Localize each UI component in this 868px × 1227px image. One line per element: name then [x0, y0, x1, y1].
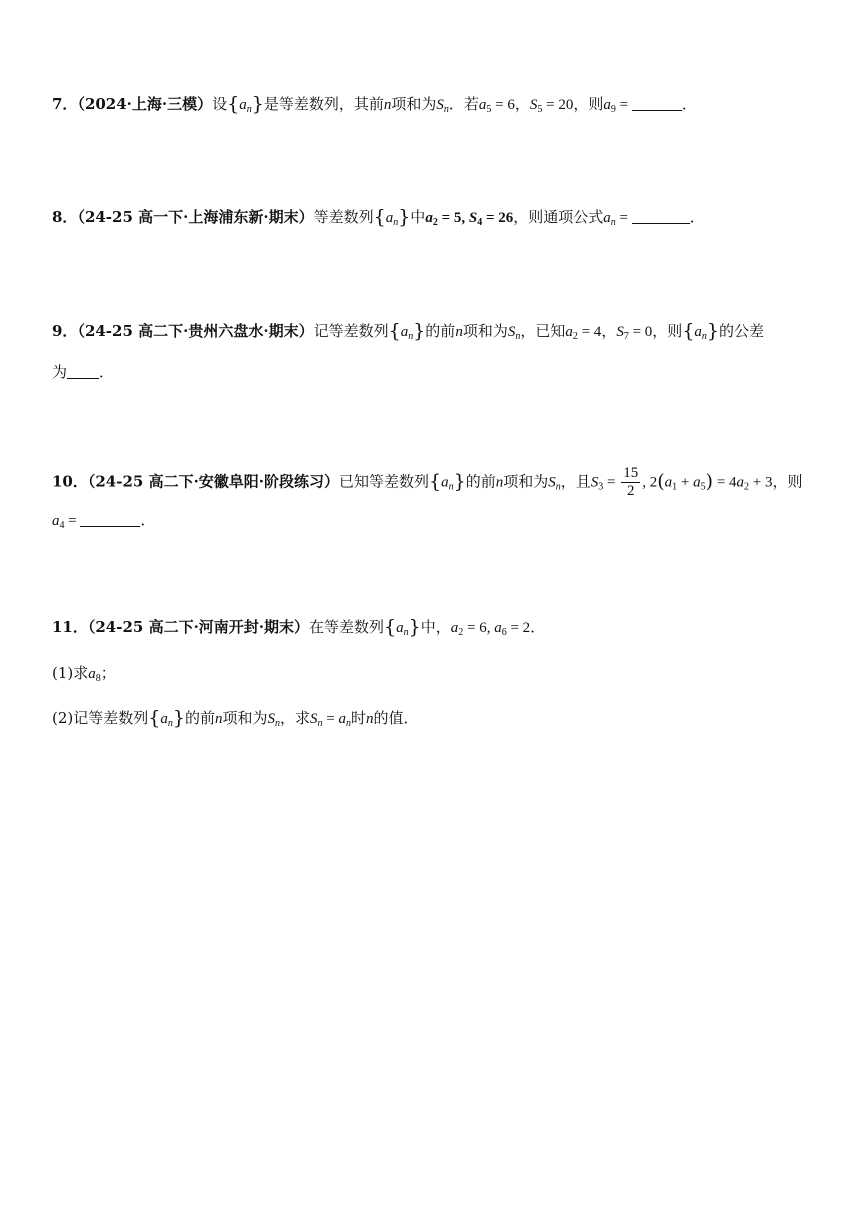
question-9-line-2 [52, 360, 114, 384]
brace: { [227, 93, 240, 115]
math-var: a [88, 666, 96, 682]
text: ，且 [560, 472, 591, 491]
question-11-part-1 [52, 661, 116, 686]
math-sub: n [345, 718, 351, 729]
brace: } [408, 616, 421, 638]
brace: { [388, 320, 401, 342]
brace: } [706, 320, 719, 342]
text: 中 [410, 208, 426, 226]
math-var: a [494, 620, 502, 636]
text: ，求 [279, 709, 310, 727]
brace: } [172, 707, 185, 729]
math-var: a [736, 474, 745, 491]
text: 记等差数列 [313, 322, 389, 340]
text: ，则 [573, 95, 604, 113]
math-var: S [590, 474, 599, 491]
text: ． [530, 618, 546, 636]
answer-blank [632, 211, 690, 224]
math-sub: 2 [458, 627, 464, 638]
brace: } [398, 206, 411, 228]
math-var: a [160, 711, 168, 727]
question-10-line-2 [52, 508, 155, 533]
math-sub: 2 [572, 331, 578, 342]
math-expr: = 2 [506, 620, 531, 636]
math-var: n [383, 97, 392, 113]
text: 等差数列 [313, 208, 374, 226]
brace: { [148, 707, 161, 729]
math-expr: + [677, 474, 694, 491]
paren: ( [657, 470, 665, 493]
part-label: (1)求 [52, 664, 89, 682]
brace: } [453, 470, 466, 493]
math-var: n [495, 474, 504, 491]
math-sub: n [393, 217, 399, 228]
math-var: S [267, 711, 275, 727]
math-var: S [507, 324, 516, 340]
math-var: a [603, 97, 611, 113]
text: ． [99, 363, 115, 381]
math-sub: 1 [672, 481, 678, 493]
question-number: 10． [52, 472, 88, 491]
question-source: （24-25 高二下·安徽阜阳·阶段练习） [87, 472, 340, 491]
math-sub: 8 [95, 673, 101, 684]
part-label: (2)记等差数列 [52, 709, 149, 727]
math-expr: = [615, 210, 632, 226]
math-expr: = 6, [463, 620, 495, 636]
text: ． [140, 511, 156, 529]
fraction-denominator: 2 [627, 483, 635, 499]
question-number: 9． [52, 322, 78, 340]
math-var: n [214, 711, 223, 727]
math-var: a [478, 97, 487, 113]
fraction-numerator: 15 [623, 465, 639, 481]
text: 时 [350, 709, 366, 727]
math-var: a [565, 324, 573, 340]
math-sub: n [274, 718, 280, 729]
math-sub: n [448, 481, 454, 493]
question-source: （24-25 高二下·河南开封·期末） [87, 618, 310, 636]
math-sub: n [408, 331, 414, 342]
math-sub: 4 [59, 520, 65, 531]
math-expr: = [64, 513, 81, 529]
brace: { [429, 470, 442, 493]
math-sub: 2 [744, 481, 750, 493]
math-sub: 9 [610, 104, 616, 115]
text: 的前 [465, 472, 496, 491]
math-sub: 5 [537, 104, 543, 115]
math-expr: = 26 [482, 210, 514, 226]
math-expr: = 20 [542, 97, 574, 113]
text: ； [100, 664, 116, 682]
text: ．若 [448, 95, 479, 113]
question-source: （24-25 高一下·上海浦东新·期末） [77, 208, 314, 226]
math-expr: = 4 [577, 324, 602, 340]
math-sub: 3 [598, 481, 604, 493]
math-var: S [468, 210, 478, 226]
brace: } [251, 93, 264, 115]
text: ． [689, 208, 705, 226]
question-11-part-2 [52, 706, 418, 731]
math-sub: n [246, 104, 252, 115]
math-var: a [694, 324, 702, 340]
text: 项和为 [391, 95, 437, 113]
math-sub: n [701, 331, 707, 342]
brace: { [384, 616, 397, 638]
text: 项和为 [222, 709, 268, 727]
math-var: a [441, 474, 449, 491]
math-var: S [309, 711, 318, 727]
math-expr: = 5, [437, 210, 469, 226]
text: 在等差数列 [309, 618, 385, 636]
math-sub: 7 [623, 331, 629, 342]
answer-blank [632, 98, 682, 111]
text: 中， [420, 618, 451, 636]
math-var: a [239, 97, 247, 113]
math-expr: = 0 [628, 324, 653, 340]
text: ，则 [772, 472, 803, 491]
math-sub: n [403, 627, 409, 638]
text: 项和为 [503, 472, 549, 491]
question-number: 7． [52, 95, 78, 113]
math-sub: n [555, 481, 561, 493]
brace: { [682, 320, 695, 342]
math-sub: n [443, 104, 449, 115]
math-var: a [400, 324, 409, 340]
math-expr: , 2 [642, 474, 658, 491]
question-number: 11． [52, 618, 88, 636]
math-expr: = [322, 711, 339, 727]
math-expr: = 4 [713, 474, 737, 491]
text: 为 [52, 363, 68, 381]
text: 的值． [373, 709, 419, 727]
math-var: a [396, 620, 404, 636]
math-sub: n [317, 718, 323, 729]
math-var: n [455, 324, 463, 340]
question-7 [52, 92, 697, 117]
fraction [621, 465, 640, 500]
math-var: a [52, 513, 60, 529]
math-var: a [450, 620, 459, 636]
math-expr: + 3 [749, 474, 773, 491]
math-var: a [385, 210, 394, 226]
math-var: n [365, 711, 374, 727]
text: 是等差数列，其前 [263, 95, 384, 113]
brace: } [413, 320, 426, 342]
math-var: a [693, 474, 701, 491]
answer-blank [67, 366, 99, 379]
math-sub: 4 [477, 217, 483, 228]
math-sub: 5 [486, 104, 492, 115]
math-var: S [616, 324, 624, 340]
math-sub: 5 [700, 481, 706, 493]
math-sub: n [610, 217, 616, 228]
question-source: （24-25 高二下·贵州六盘水·期末） [77, 322, 314, 340]
math-sub: n [515, 331, 521, 342]
math-sub: 6 [501, 627, 507, 638]
math-sub: 2 [432, 217, 438, 228]
text: 项和为 [462, 322, 508, 340]
text: ， [601, 322, 617, 340]
text: 的公差 [719, 322, 765, 340]
question-source: （2024·上海·三模） [77, 95, 213, 113]
question-9 [52, 319, 764, 344]
math-var: a [603, 210, 611, 226]
text: ，则 [652, 322, 683, 340]
brace: { [373, 206, 386, 228]
math-expr: = 6 [491, 97, 515, 113]
math-var: a [664, 474, 673, 491]
math-expr: = [615, 97, 632, 113]
text: 设 [212, 95, 228, 113]
text: ， [514, 95, 530, 113]
paren: ) [705, 470, 714, 493]
text: ． [681, 95, 697, 113]
text: 的前 [425, 322, 456, 340]
math-var: a [425, 210, 433, 226]
question-11 [52, 615, 545, 640]
math-var: S [529, 97, 538, 113]
answer-blank [80, 514, 140, 527]
question-number: 8． [52, 208, 78, 226]
math-var: a [338, 711, 346, 727]
math-var: S [436, 97, 444, 113]
math-expr: = [603, 474, 620, 491]
question-10 [52, 465, 803, 500]
question-8 [52, 205, 705, 230]
text: 的前 [184, 709, 215, 727]
text: 已知等差数列 [339, 472, 430, 491]
math-var: S [548, 474, 556, 491]
math-sub: n [167, 718, 173, 729]
text: ，已知 [520, 322, 566, 340]
text: ，则通项公式 [513, 208, 604, 226]
